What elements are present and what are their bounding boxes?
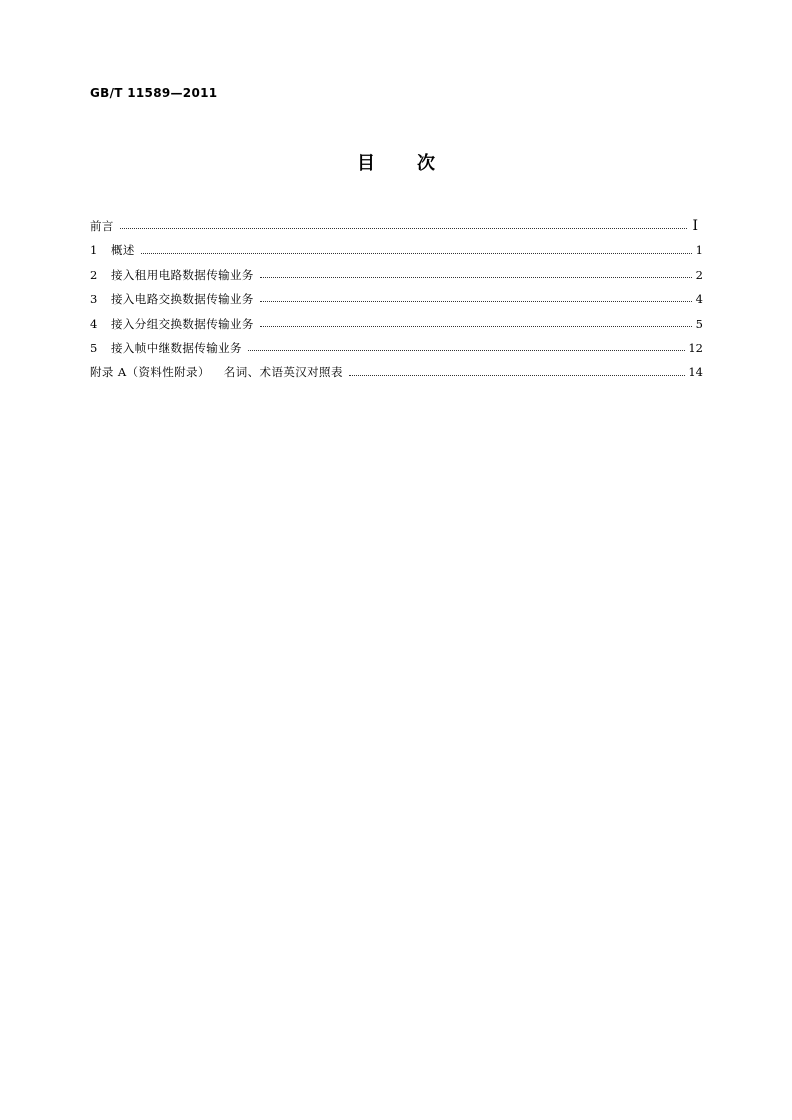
toc-entry-label: 接入分组交换数据传输业务 bbox=[111, 316, 254, 331]
toc-entry-page: 1 bbox=[695, 243, 703, 258]
dot-leader bbox=[248, 345, 685, 355]
dot-leader bbox=[260, 296, 692, 306]
toc-entry-label: 概述 bbox=[111, 243, 135, 258]
toc-entry-number: 1 bbox=[90, 243, 98, 258]
dot-leader bbox=[141, 248, 692, 258]
toc-entry-page: 5 bbox=[695, 316, 703, 331]
toc-entry-number: 2 bbox=[90, 267, 98, 282]
table-of-contents bbox=[90, 216, 703, 387]
title-char-2: 次 bbox=[417, 153, 435, 174]
toc-entry-label: 接入电路交换数据传输业务 bbox=[111, 292, 254, 307]
toc-entry-foreword[interactable] bbox=[90, 216, 703, 240]
title-char-1: 目 bbox=[357, 153, 375, 174]
toc-entry-2[interactable] bbox=[90, 265, 703, 289]
dot-leader bbox=[260, 272, 692, 282]
toc-entry-page: 12 bbox=[688, 340, 703, 355]
standard-number: GB/T 11589—2011 bbox=[90, 86, 218, 100]
toc-entry-appendix-title: 名词、术语英汉对照表 bbox=[223, 365, 343, 380]
toc-entry-label: 接入帧中继数据传输业务 bbox=[111, 340, 242, 355]
dot-leader bbox=[260, 321, 692, 331]
dot-leader bbox=[120, 223, 687, 233]
toc-entry-number: 3 bbox=[90, 292, 98, 307]
toc-entry-3[interactable] bbox=[90, 289, 703, 313]
toc-entry-page: 4 bbox=[695, 292, 703, 307]
toc-entry-number: 4 bbox=[90, 316, 98, 331]
toc-entry-number: 5 bbox=[90, 340, 98, 355]
toc-entry-1[interactable] bbox=[90, 240, 703, 264]
toc-entry-label: 前言 bbox=[90, 219, 114, 233]
toc-entry-5[interactable] bbox=[90, 338, 703, 362]
toc-entry-page: 14 bbox=[688, 365, 703, 380]
toc-entry-label: 接入租用电路数据传输业务 bbox=[111, 267, 254, 282]
toc-entry-page: 2 bbox=[695, 267, 703, 282]
toc-entry-label: 附录 A（资料性附录） bbox=[90, 365, 210, 380]
page-title bbox=[0, 152, 792, 176]
toc-entry-page: Ⅰ bbox=[692, 218, 698, 234]
dot-leader bbox=[349, 370, 686, 380]
toc-entry-4[interactable] bbox=[90, 314, 703, 338]
toc-entry-appendix-a[interactable] bbox=[90, 362, 703, 386]
